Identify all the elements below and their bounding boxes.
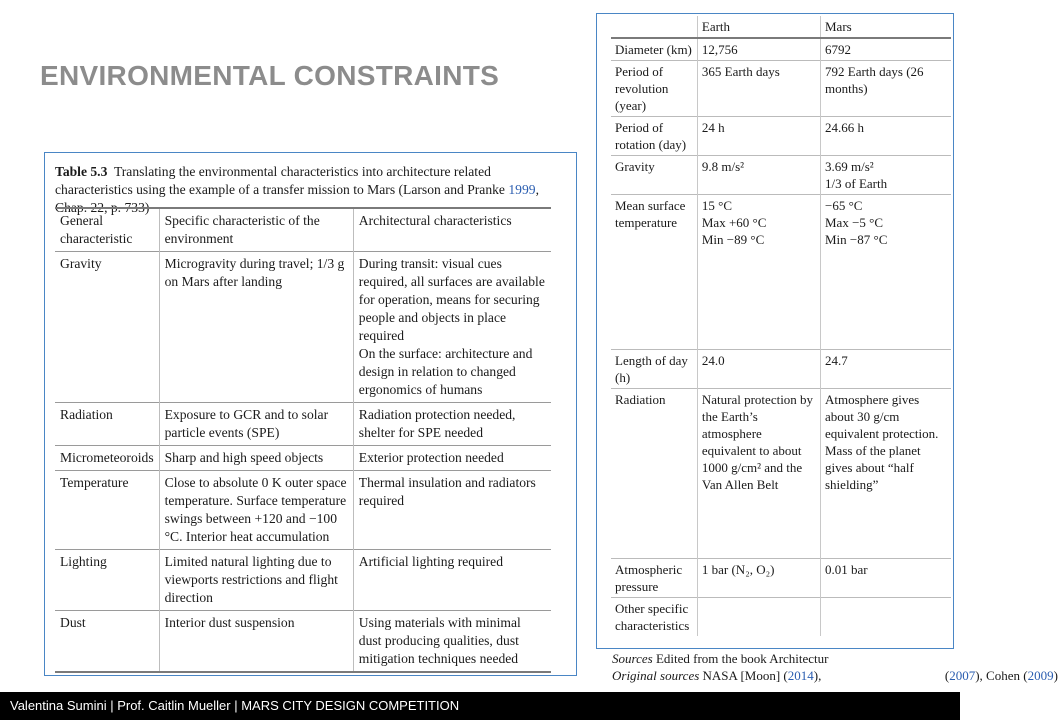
table-cell: −65 °C Max −5 °C Min −87 °C [821, 195, 952, 350]
earth-mars-table-figure [596, 13, 954, 649]
column-header: Architectural characteristics [353, 208, 551, 252]
table-row [55, 403, 551, 446]
table-row [611, 389, 951, 559]
table-cell: Sharp and high speed objects [159, 446, 353, 471]
caption-text: Translating the environmental characteristics into architecture related characteristics using the example of a transfer mission to Mars (Larson and Pranke [55, 164, 509, 197]
sources-line: Sources Edited from the book Architectur [612, 651, 829, 666]
column-header: Specific characteristic of the environment [159, 208, 353, 252]
table-cell: Radiation [60, 407, 113, 422]
table-row [611, 559, 951, 598]
source-citation-link[interactable]: 2014 [787, 668, 814, 683]
table-cell: During transit: visual cues required, all surfaces are available for operation, means for securing people and objects in place required On the surface: architecture and design in relation to changed ergonomics of humans [353, 252, 551, 403]
table-row [611, 598, 951, 637]
table-cell: Gravity [60, 256, 102, 271]
table-cell: 24.7 [821, 350, 952, 389]
table-cell: 0.01 bar [821, 559, 952, 598]
table-cell: Close to absolute 0 K outer space temperature. Surface temperature swings between +120 and −100 °C. Interior heat accumulation [159, 471, 353, 550]
table-cell: 3.69 m/s² 1/3 of Earth [821, 156, 952, 195]
table-row [611, 350, 951, 389]
column-header: Earth [697, 16, 820, 38]
table-cell: 24 h [697, 117, 820, 156]
table-cell: Mean surface temperature [615, 198, 686, 230]
source-citation-link[interactable]: 2007 [949, 668, 976, 683]
table-cell: Radiation protection needed, shelter for SPE needed [353, 403, 551, 446]
column-header [611, 16, 697, 38]
table-cell: 24.66 h [821, 117, 952, 156]
table-cell: Atmosphere gives about 30 g/cm equivalent protection. Mass of the planet gives about “half shielding” [821, 389, 952, 559]
table-cell: Other specific characteristics [615, 601, 690, 633]
table-cell: Dust [60, 615, 86, 630]
table-cell: Atmospheric pressure [615, 562, 683, 594]
table-cell: 15 °C Max +60 °C Min −89 °C [697, 195, 820, 350]
table-row [611, 38, 951, 61]
caption-citation-link[interactable]: 1999 [508, 182, 536, 197]
table-row [611, 117, 951, 156]
table-cell: Interior dust suspension [159, 611, 353, 673]
table-row [55, 550, 551, 611]
table-cell: Radiation [615, 392, 666, 407]
source-citation-link[interactable]: 2009 [1027, 668, 1054, 683]
caption-label: Table 5.3 [55, 164, 108, 179]
table-cell: Length of day (h) [615, 353, 688, 385]
column-header: Mars [821, 16, 952, 38]
table-cell: Microgravity during travel; 1/3 g on Mars after landing [159, 252, 353, 403]
table-cell: Exposure to GCR and to solar particle events (SPE) [159, 403, 353, 446]
table-cell: Thermal insulation and radiators required [353, 471, 551, 550]
slide-title: ENVIRONMENTAL CONSTRAINTS [40, 60, 500, 91]
table-header-row [611, 16, 951, 38]
table-cell: Period of rotation (day) [615, 120, 687, 152]
table-row [611, 156, 951, 195]
table-row [55, 446, 551, 471]
table-row [611, 195, 951, 350]
table-cell: 6792 [821, 38, 952, 61]
table-cell: Artificial lighting required [353, 550, 551, 611]
table-row [55, 471, 551, 550]
table-cell: 12,756 [697, 38, 820, 61]
table-header-row [55, 208, 551, 252]
earth-mars-comparison-table [611, 16, 951, 636]
environmental-table-figure [44, 152, 577, 676]
table-row [55, 252, 551, 403]
table-cell: 792 Earth days (26 months) [821, 61, 952, 117]
table-cell: 365 Earth days [697, 61, 820, 117]
environmental-characteristics-table [55, 207, 551, 673]
table-cell [821, 598, 952, 637]
caption-text-end: , Chap. 22, p. 733) [55, 182, 539, 215]
table-cell: Natural protection by the Earth’s atmosphere equivalent to about 1000 g/cm² and the Van Allen Belt [697, 389, 820, 559]
table-cell: Gravity [615, 159, 655, 174]
table-cell: Lighting [60, 554, 107, 569]
table-cell: Micrometeoroids [60, 450, 154, 465]
original-sources-line: Original sources NASA [Moon] (2014), (2007), Cohen (2009) [612, 668, 1058, 683]
column-header: General characteristic [60, 213, 133, 246]
table-cell: Period of revolution (year) [615, 64, 669, 113]
table-cell: 9.8 m/s² [697, 156, 820, 195]
table-row [55, 611, 551, 673]
table-row [611, 61, 951, 117]
table-cell: Temperature [60, 475, 129, 490]
table-cell: Exterior protection needed [353, 446, 551, 471]
table-cell: Limited natural lighting due to viewports restrictions and flight direction [159, 550, 353, 611]
table-cell: 24.0 [697, 350, 820, 389]
table-sources [612, 650, 1058, 684]
table-cell: 1 bar (N₂, O₂) [697, 559, 820, 598]
footer-bar: Valentina Sumini | Prof. Caitlin Mueller | MARS CITY DESIGN COMPETITION [0, 692, 960, 720]
table-cell: Using materials with minimal dust producing qualities, dust mitigation techniques needed [353, 611, 551, 673]
table-cell [697, 598, 820, 637]
table-cell: Diameter (km) [615, 42, 692, 57]
